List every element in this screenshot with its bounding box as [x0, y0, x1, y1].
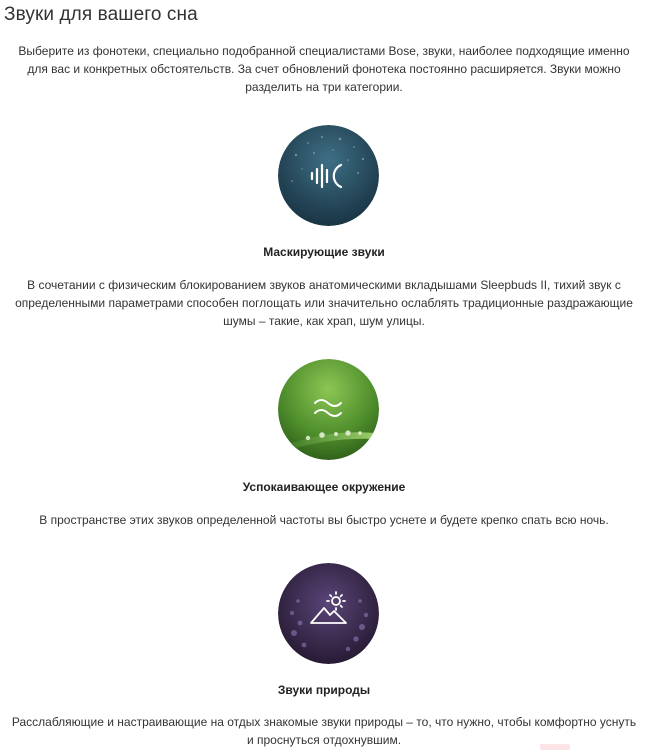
page-title: Звуки для вашего сна: [4, 4, 198, 25]
masking-sounds-image: [278, 125, 379, 226]
section-title-masking: Маскирующие звуки: [263, 245, 385, 259]
section-text-masking: В сочетании с физическим блокированием звуков анатомическими вкладышами Sleepbuds II, тихий звук с определенными параметрами способен поглощать или значительно ослаблять традиционные раздражающие шумы – такие, как храп, шум улицы.: [15, 278, 633, 328]
landscape-sun-icon: [278, 563, 379, 664]
ambient-sounds-image: [278, 359, 379, 460]
section-text-ambient: В пространстве этих звуков определенной частоты вы быстро уснете и будете крепко спать всю ночь.: [39, 513, 609, 527]
decorative-mark: [540, 744, 570, 750]
waves-icon: [278, 359, 379, 460]
section-title-ambient: Успокаивающее окружение: [242, 480, 406, 494]
section-text-nature: Расслабляющие и настраивающие на отдых знакомые звуки природы – то, что нужно, чтобы комфортно уснуть и проснуться отдохнувшим.: [11, 715, 637, 747]
nature-sounds-image: [278, 563, 379, 664]
section-title-nature: Звуки природы: [277, 683, 371, 697]
sound-wave-icon: [278, 125, 379, 226]
intro-text: Выберите из фонотеки, специально подобранной специалистами Bose, звуки, наиболее подходящие именно для вас и конкретных обстоятельств. За счет обновлений фонотека постоянно расширяется. Звуки можно разделить на три категории.: [18, 44, 630, 94]
